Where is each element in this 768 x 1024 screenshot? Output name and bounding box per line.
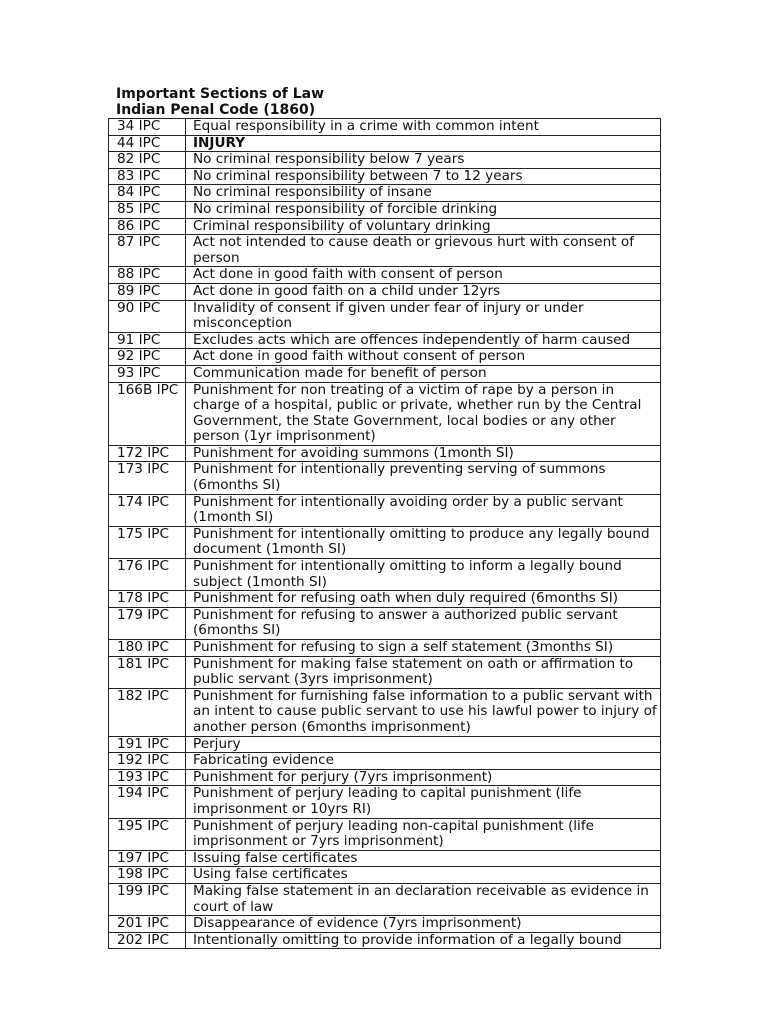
section-description-cell: Perjury — [186, 736, 661, 753]
table-row — [109, 591, 661, 608]
section-number-cell: 87 IPC — [109, 235, 186, 267]
document-title: Important Sections of Law — [116, 86, 325, 102]
section-description-cell: Disappearance of evidence (7yrs imprisonment) — [186, 916, 661, 933]
section-number-cell: 176 IPC — [109, 559, 186, 591]
table-row — [109, 201, 661, 218]
section-number-cell: 175 IPC — [109, 526, 186, 558]
section-description-cell: Punishment for making false statement on oath or affirmation to public servant (3yrs imprisonment) — [186, 656, 661, 688]
section-number-cell: 84 IPC — [109, 185, 186, 202]
section-number-cell: 86 IPC — [109, 218, 186, 235]
section-number-cell: 166B IPC — [109, 382, 186, 445]
table-row — [109, 656, 661, 688]
section-description-cell: Punishment for intentionally avoiding order by a public servant (1month SI) — [186, 494, 661, 526]
table-row — [109, 753, 661, 770]
table-row — [109, 445, 661, 462]
section-description-cell: Excludes acts which are offences independently of harm caused — [186, 332, 661, 349]
section-number-cell: 193 IPC — [109, 769, 186, 786]
table-row — [109, 559, 661, 591]
section-description-cell: No criminal responsibility of forcible drinking — [186, 201, 661, 218]
section-description-cell: Punishment for refusing to sign a self statement (3months SI) — [186, 640, 661, 657]
section-number-cell: 93 IPC — [109, 365, 186, 382]
section-number-cell: 195 IPC — [109, 818, 186, 850]
table-row — [109, 850, 661, 867]
section-number-cell: 179 IPC — [109, 607, 186, 639]
section-number-cell: 197 IPC — [109, 850, 186, 867]
section-description-cell: Intentionally omitting to provide information of a legally bound — [186, 932, 661, 949]
section-number-cell: 181 IPC — [109, 656, 186, 688]
section-number-cell: 44 IPC — [109, 135, 186, 152]
section-description-cell: Communication made for benefit of person — [186, 365, 661, 382]
table-row — [109, 332, 661, 349]
section-description-cell: Punishment for intentionally preventing serving of summons (6months SI) — [186, 462, 661, 494]
section-description-cell: Punishment for furnishing false information to a public servant with an intent to cause public servant to use his lawful power to injury of another person (6months imprisonment) — [186, 688, 661, 736]
section-number-cell: 172 IPC — [109, 445, 186, 462]
section-description-cell: Invalidity of consent if given under fear of injury or under misconception — [186, 300, 661, 332]
table-row — [109, 349, 661, 366]
table-row — [109, 462, 661, 494]
section-description-cell: Punishment for intentionally omitting to inform a legally bound subject (1month SI) — [186, 559, 661, 591]
document-subtitle: Indian Penal Code (1860) — [116, 102, 316, 118]
section-description-cell: Punishment of perjury leading non-capital punishment (life imprisonment or 7yrs imprisonment) — [186, 818, 661, 850]
section-number-cell: 92 IPC — [109, 349, 186, 366]
section-description-cell: Act done in good faith with consent of person — [186, 267, 661, 284]
section-number-cell: 174 IPC — [109, 494, 186, 526]
section-number-cell: 178 IPC — [109, 591, 186, 608]
table-row — [109, 283, 661, 300]
section-description-cell: Act not intended to cause death or grievous hurt with consent of person — [186, 235, 661, 267]
table-row — [109, 818, 661, 850]
section-description-cell: Punishment for refusing oath when duly required (6months SI) — [186, 591, 661, 608]
section-number-cell: 34 IPC — [109, 119, 186, 136]
table-row — [109, 365, 661, 382]
table-row — [109, 494, 661, 526]
section-description-cell: Fabricating evidence — [186, 753, 661, 770]
section-description-cell: Issuing false certificates — [186, 850, 661, 867]
section-description-cell: Equal responsibility in a crime with common intent — [186, 119, 661, 136]
table-row — [109, 235, 661, 267]
section-number-cell: 85 IPC — [109, 201, 186, 218]
document-heading — [116, 86, 324, 118]
table-row — [109, 916, 661, 933]
section-description-cell: No criminal responsibility of insane — [186, 185, 661, 202]
table-row — [109, 119, 661, 136]
section-description-cell: No criminal responsibility between 7 to 12 years — [186, 168, 661, 185]
section-number-cell: 192 IPC — [109, 753, 186, 770]
table-row — [109, 526, 661, 558]
section-number-cell: 194 IPC — [109, 786, 186, 818]
table-row — [109, 267, 661, 284]
table-row — [109, 168, 661, 185]
table-row — [109, 932, 661, 949]
section-description-cell: Punishment for refusing to answer a authorized public servant (6months SI) — [186, 607, 661, 639]
table-row — [109, 135, 661, 152]
section-number-cell: 202 IPC — [109, 932, 186, 949]
section-description-cell: No criminal responsibility below 7 years — [186, 152, 661, 169]
section-number-cell: 198 IPC — [109, 867, 186, 884]
section-description-cell: Act done in good faith without consent of person — [186, 349, 661, 366]
section-number-cell: 199 IPC — [109, 883, 186, 915]
table-row — [109, 640, 661, 657]
section-number-cell: 201 IPC — [109, 916, 186, 933]
law-sections-body — [109, 119, 661, 949]
table-row — [109, 218, 661, 235]
table-row — [109, 688, 661, 736]
table-row — [109, 185, 661, 202]
section-number-cell: 82 IPC — [109, 152, 186, 169]
section-description-cell: Using false certificates — [186, 867, 661, 884]
section-number-cell: 173 IPC — [109, 462, 186, 494]
section-number-cell: 180 IPC — [109, 640, 186, 657]
law-sections-table — [108, 118, 661, 949]
section-description-cell: Making false statement in an declaration receivable as evidence in court of law — [186, 883, 661, 915]
table-row — [109, 382, 661, 445]
table-row — [109, 786, 661, 818]
section-number-cell: 83 IPC — [109, 168, 186, 185]
section-number-cell: 88 IPC — [109, 267, 186, 284]
section-number-cell: 90 IPC — [109, 300, 186, 332]
section-number-cell: 89 IPC — [109, 283, 186, 300]
table-row — [109, 883, 661, 915]
section-description-cell: Punishment of perjury leading to capital punishment (life imprisonment or 10yrs RI) — [186, 786, 661, 818]
section-description-cell: Punishment for perjury (7yrs imprisonment) — [186, 769, 661, 786]
section-description-cell: Punishment for intentionally omitting to produce any legally bound document (1month SI) — [186, 526, 661, 558]
table-row — [109, 607, 661, 639]
table-row — [109, 736, 661, 753]
section-description-cell: Act done in good faith on a child under 12yrs — [186, 283, 661, 300]
section-number-cell: 182 IPC — [109, 688, 186, 736]
table-row — [109, 769, 661, 786]
section-number-cell: 91 IPC — [109, 332, 186, 349]
table-row — [109, 867, 661, 884]
section-description-cell: Punishment for non treating of a victim of rape by a person in charge of a hospital, public or private, whether run by the Central Government, the State Government, local bodies or any other person (1yr imprisonment) — [186, 382, 661, 445]
section-description-cell: INJURY — [186, 135, 661, 152]
table-row — [109, 152, 661, 169]
table-row — [109, 300, 661, 332]
section-description-cell: Punishment for avoiding summons (1month SI) — [186, 445, 661, 462]
section-description-cell: Criminal responsibility of voluntary drinking — [186, 218, 661, 235]
section-number-cell: 191 IPC — [109, 736, 186, 753]
